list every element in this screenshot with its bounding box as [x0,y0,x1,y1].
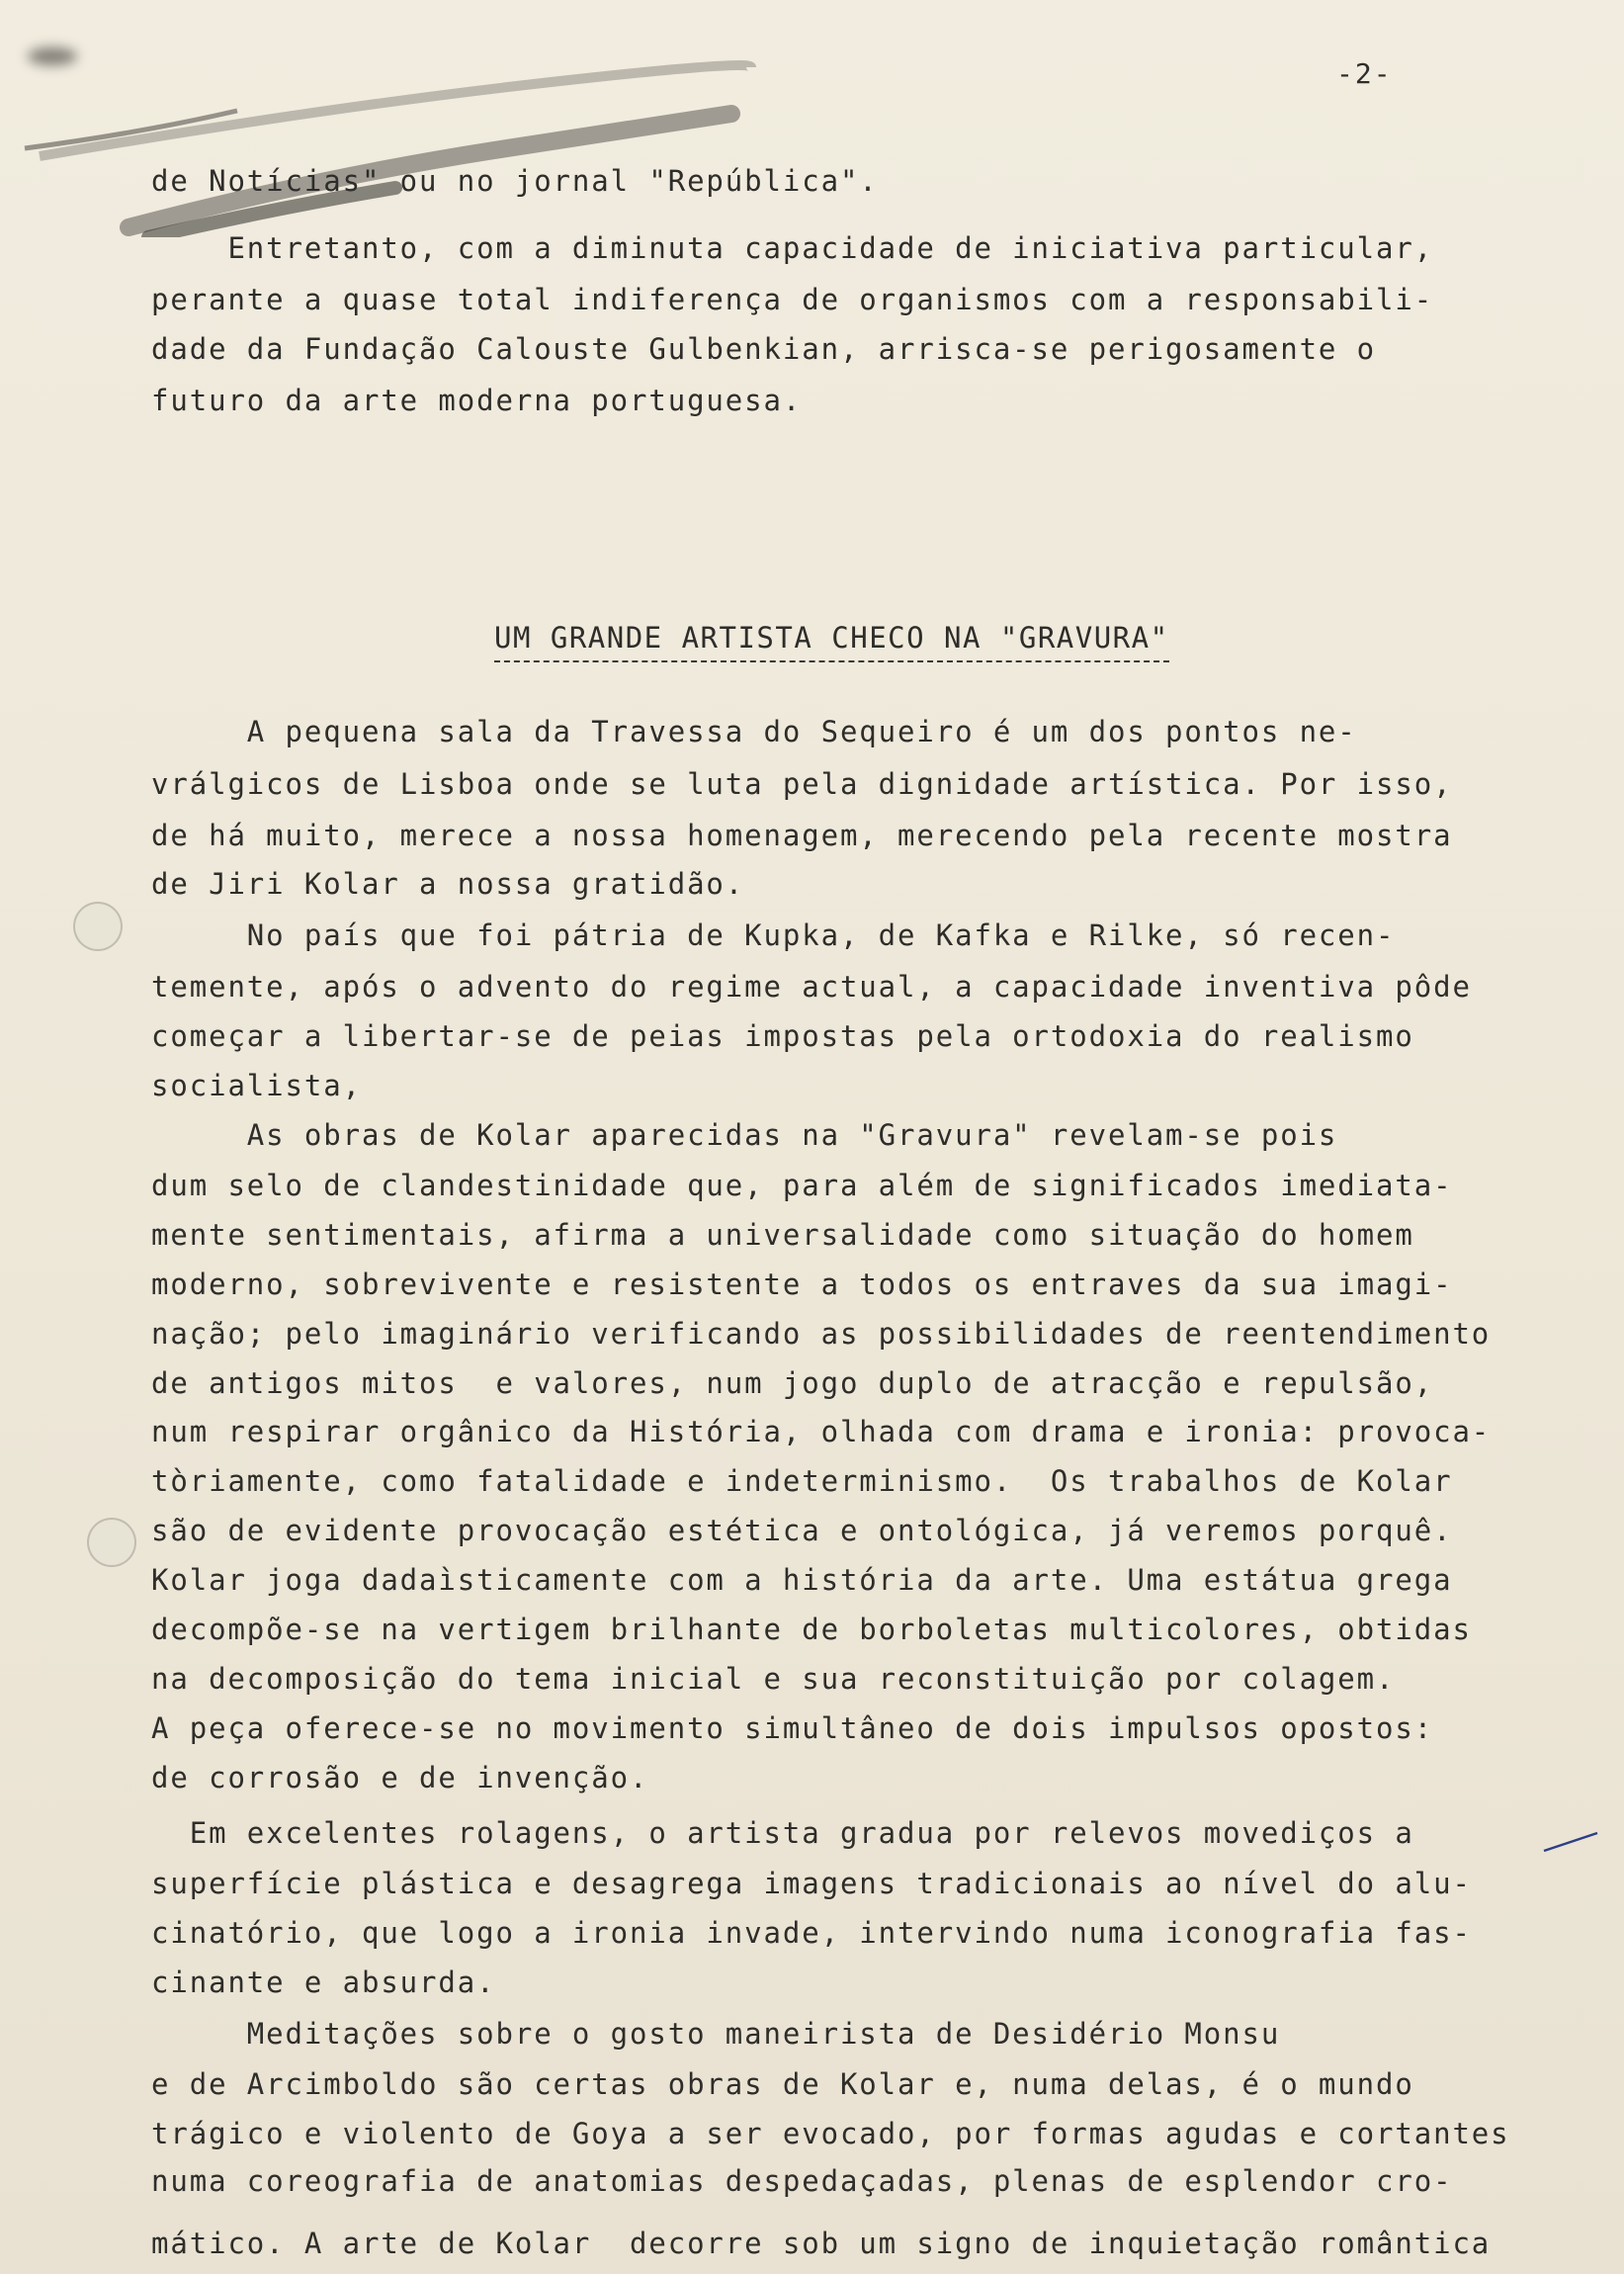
page-number: -2- [1336,57,1393,90]
body-line: dum selo de clandestinidade que, para além de significados imediata- [151,1169,1453,1202]
body-line: Em excelentes rolagens, o artista gradua por relevos movediços a [151,1816,1414,1850]
body-line: moderno, sobrevivente e resistente a todos os entraves da sua imagi- [151,1268,1453,1301]
body-line: socialista, [151,1069,362,1102]
body-line: trágico e violento de Goya a ser evocado, por formas agudas e cortantes [151,2117,1510,2150]
body-line: e de Arcimboldo são certas obras de Kolar e, numa delas, é o mundo [151,2067,1414,2101]
body-line: A pequena sala da Travessa do Sequeiro é um dos pontos ne- [151,715,1357,748]
body-line: As obras de Kolar aparecidas na "Gravura" revelam-se pois [151,1118,1338,1152]
body-line: No país que foi pátria de Kupka, de Kafka e Rilke, só recen- [151,918,1396,952]
punch-hole [73,902,123,951]
body-line: na decomposição do tema inicial e sua reconstituição por colagem. [151,1662,1396,1696]
body-line: tòriamente, como fatalidade e indeterminismo. Os trabalhos de Kolar [151,1464,1453,1498]
body-line: Kolar joga dadaìsticamente com a história da arte. Uma estátua grega [151,1563,1453,1597]
section-heading: UM GRANDE ARTISTA CHECO NA "GRAVURA" [494,621,1169,662]
body-line: de Jiri Kolar a nossa gratidão. [151,867,745,901]
body-line: superfície plástica e desagrega imagens tradicionais ao nível do alu- [151,1867,1472,1900]
body-line: nação; pelo imaginário verificando as possibilidades de reentendimento [151,1317,1492,1351]
text-line: perante a quase total indiferença de organismos com a responsabili- [151,283,1434,316]
body-line: começar a libertar-se de peias impostas pela ortodoxia do realismo [151,1019,1414,1053]
body-line: temente, após o advento do regime actual, a capacidade inventiva pôde [151,970,1472,1004]
body-line: num respirar orgânico da História, olhada com drama e ironia: provoca- [151,1415,1492,1448]
body-line: numa coreografia de anatomias despedaçadas, plenas de esplendor cro- [151,2164,1453,2198]
text-line: Entretanto, com a diminuta capacidade de iniciativa particular, [151,231,1434,265]
body-line: mático. A arte de Kolar decorre sob um signo de inquietação romântica [151,2227,1492,2260]
body-line: Meditações sobre o gosto maneirista de Desidério Monsu [151,2017,1281,2051]
body-line: cinatório, que logo a ironia invade, intervindo numa iconografia fas- [151,1916,1472,1950]
text-line: de Notícias" ou no jornal "República". [151,164,879,198]
body-line: vrálgicos de Lisboa onde se luta pela dignidade artística. Por isso, [151,767,1453,801]
body-line: de antigos mitos e valores, num jogo duplo de atracção e repulsão, [151,1366,1434,1400]
margin-pen-mark [1542,1827,1601,1857]
body-line: mente sentimentais, afirma a universalidade como situação do homem [151,1218,1414,1252]
body-line: A peça oferece-se no movimento simultâneo de dois impulsos opostos: [151,1711,1434,1745]
body-line: são de evidente provocação estética e ontológica, já veremos porquê. [151,1514,1453,1547]
body-line: decompõe-se na vertigem brilhante de borboletas multicolores, obtidas [151,1613,1472,1646]
punch-hole [87,1518,136,1567]
body-line: cinante e absurda. [151,1966,496,1999]
body-line: de corrosão e de invenção. [151,1761,649,1794]
text-line: futuro da arte moderna portuguesa. [151,384,803,417]
pencil-smudge-streaks [20,40,771,237]
text-line: dade da Fundação Calouste Gulbenkian, arrisca-se perigosamente o [151,332,1377,366]
body-line: de há muito, merece a nossa homenagem, merecendo pela recente mostra [151,819,1453,852]
